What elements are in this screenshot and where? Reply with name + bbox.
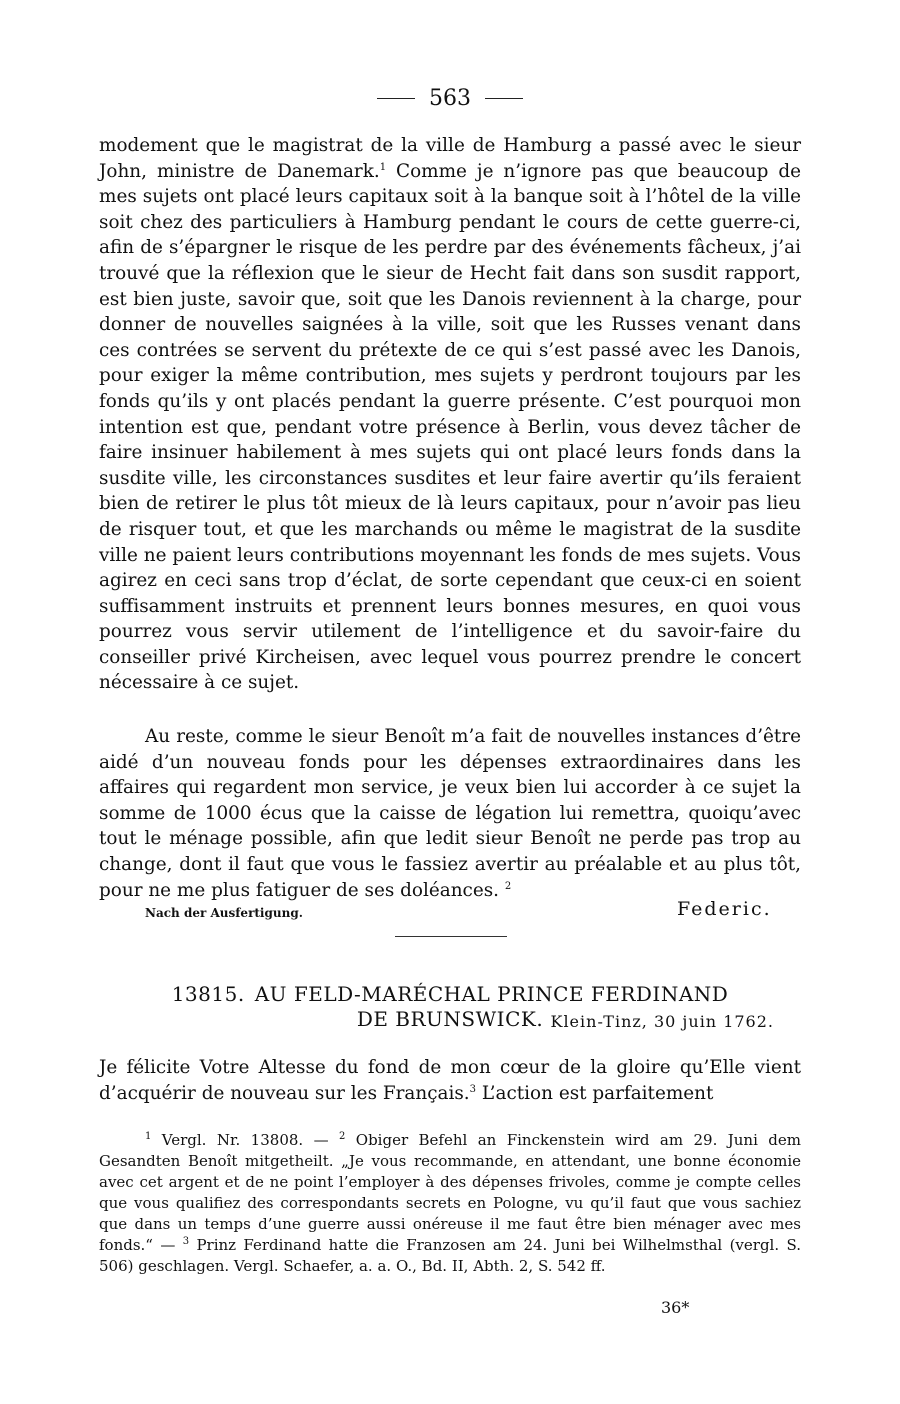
footnote-2-marker: 2 (338, 1131, 346, 1142)
paragraph-2-text: Au reste, comme le sieur Benoît m’a fait de nouvelles instances d’être aidé d’un nouveau fonds pour les dépenses extraordinaires dans les affaires qui regardent mon service, je veux bien lui accorder à ce sujet la somme de 1000 écus que la caisse de légation lui remettra, quoiqu’avec tout le ménage possible, afin que ledit sieur Benoît ne perde pas trop au change, dont il faut que vous le fassiez avertir au préalable et au plus tôt, pour ne me plus fatiguer de ses doléances. (99, 726, 801, 901)
footnote-ref-3: 3 (469, 1083, 477, 1095)
signature: Federic. (677, 898, 772, 920)
paragraph-3-part-b: L’action est parfaitement (476, 1082, 714, 1104)
footnote-3-marker: 3 (182, 1236, 190, 1247)
document-number: 13815. (171, 982, 245, 1006)
section-divider (395, 936, 507, 937)
footnote-ref-1: 1 (379, 161, 387, 173)
footnote-3-text: Prinz Ferdinand hatte die Franzosen am 24. Juni bei Wilhelmsthal (vergl. S. 506) geschlagen. Vergl. Schaefer, a. a. O., Bd. II, Abth. 2, S. 542 ff. (99, 1236, 801, 1275)
footnotes (99, 1130, 801, 1277)
letter-paragraph-3 (99, 1055, 801, 1106)
letter-paragraph-2 (99, 724, 801, 903)
footnote-ref-2: 2 (504, 880, 512, 892)
footnote-1-text: Vergl. Nr. 13808. — (151, 1131, 339, 1149)
heading-line-1: AU FELD-MARÉCHAL PRINCE FERDINAND (254, 982, 729, 1006)
place-date: Klein-Tinz, 30 juin 1762. (550, 1012, 774, 1031)
page-number-text: 563 (429, 86, 471, 111)
footnote-2-text: Obiger Befehl an Finckenstein wird am 29. Juni dem Gesandten Benoît mitgetheilt. „Je vous recommande, en attendant, une bonne économie avec cet argent et de ne point l’employer à des dépenses frivoles, comme je compte celles que vous qualifiez des correspondants secrets en Pologne, vu qu’il faut que vous sachiez que dans un temps d’une guerre aussi onéreuse il me faut être bien ménager avec mes fonds.“ — (99, 1131, 801, 1254)
paragraph-3-part-a: Je félicite Votre Altesse du fond de mon cœur de la gloire qu’Elle vient d’acquérir de nouveau sur les Français. (99, 1057, 801, 1104)
footnote-1-marker: 1 (145, 1131, 152, 1142)
page-number-rule-left (377, 98, 415, 99)
source-note: Nach der Ausfertigung. (145, 906, 303, 920)
letter-paragraph-1 (99, 133, 801, 696)
paragraph-1-part-a: modement que le magistrat de la ville de Hamburg a passé avec le sieur John, ministre de Danemark. (99, 135, 801, 182)
paragraph-1-part-b: Comme je n’ignore pas que beaucoup de mes sujets ont placé leurs capitaux soit à la banque soit à l’hôtel de la ville soit chez des particuliers à Hamburg pendant le cours de cette guerre-ci, afin de s’épargner le risque de les perdre par des événements fâcheux, j’ai trouvé que la réflexion que le sieur de Hecht fait dans son susdit rapport, est bien juste, savoir que, soit que les Danois reviennent à la charge, pour donner de nouvelles saignées à la ville, soit que les Russes venant dans ces contrées se servent du prétexte de ce qui s’est passé avec les Danois, pour exiger la même contribution, mes sujets y perdront toujours par les fonds qu’ils y ont placés pendant la guerre présente. C’est pourquoi mon intention est que, pendant votre présence à Berlin, vous devez tâcher de faire insinuer habilement à mes sujets qui ont placé leurs fonds dans la susdite ville, les circonstances susdites et leur faire avertir qu’ils feraient bien de retirer le plus tôt mieux de là leurs capitaux, pour n’avoir pas lieu de risquer tout, et que les marchands ou même le magistrat de la susdite ville ne paient leurs contributions moyennant les fonds de mes sujets. Vous agirez en ceci sans trop d’éclat, de sorte cependant que ceux-ci en soient suffisamment instruits et prennent leurs bonnes mesures, en quoi vous pourrez vous servir utilement de l’intelligence et du savoir-faire du conseiller privé Kircheisen, avec lequel vous pourrez prendre le concert nécessaire à ce sujet. (99, 160, 801, 694)
page-number (0, 86, 900, 111)
heading-line-2: DE BRUNSWICK. (356, 1007, 544, 1031)
sheet-signature-mark: 36* (661, 1298, 690, 1317)
page-number-rule-right (485, 98, 523, 99)
